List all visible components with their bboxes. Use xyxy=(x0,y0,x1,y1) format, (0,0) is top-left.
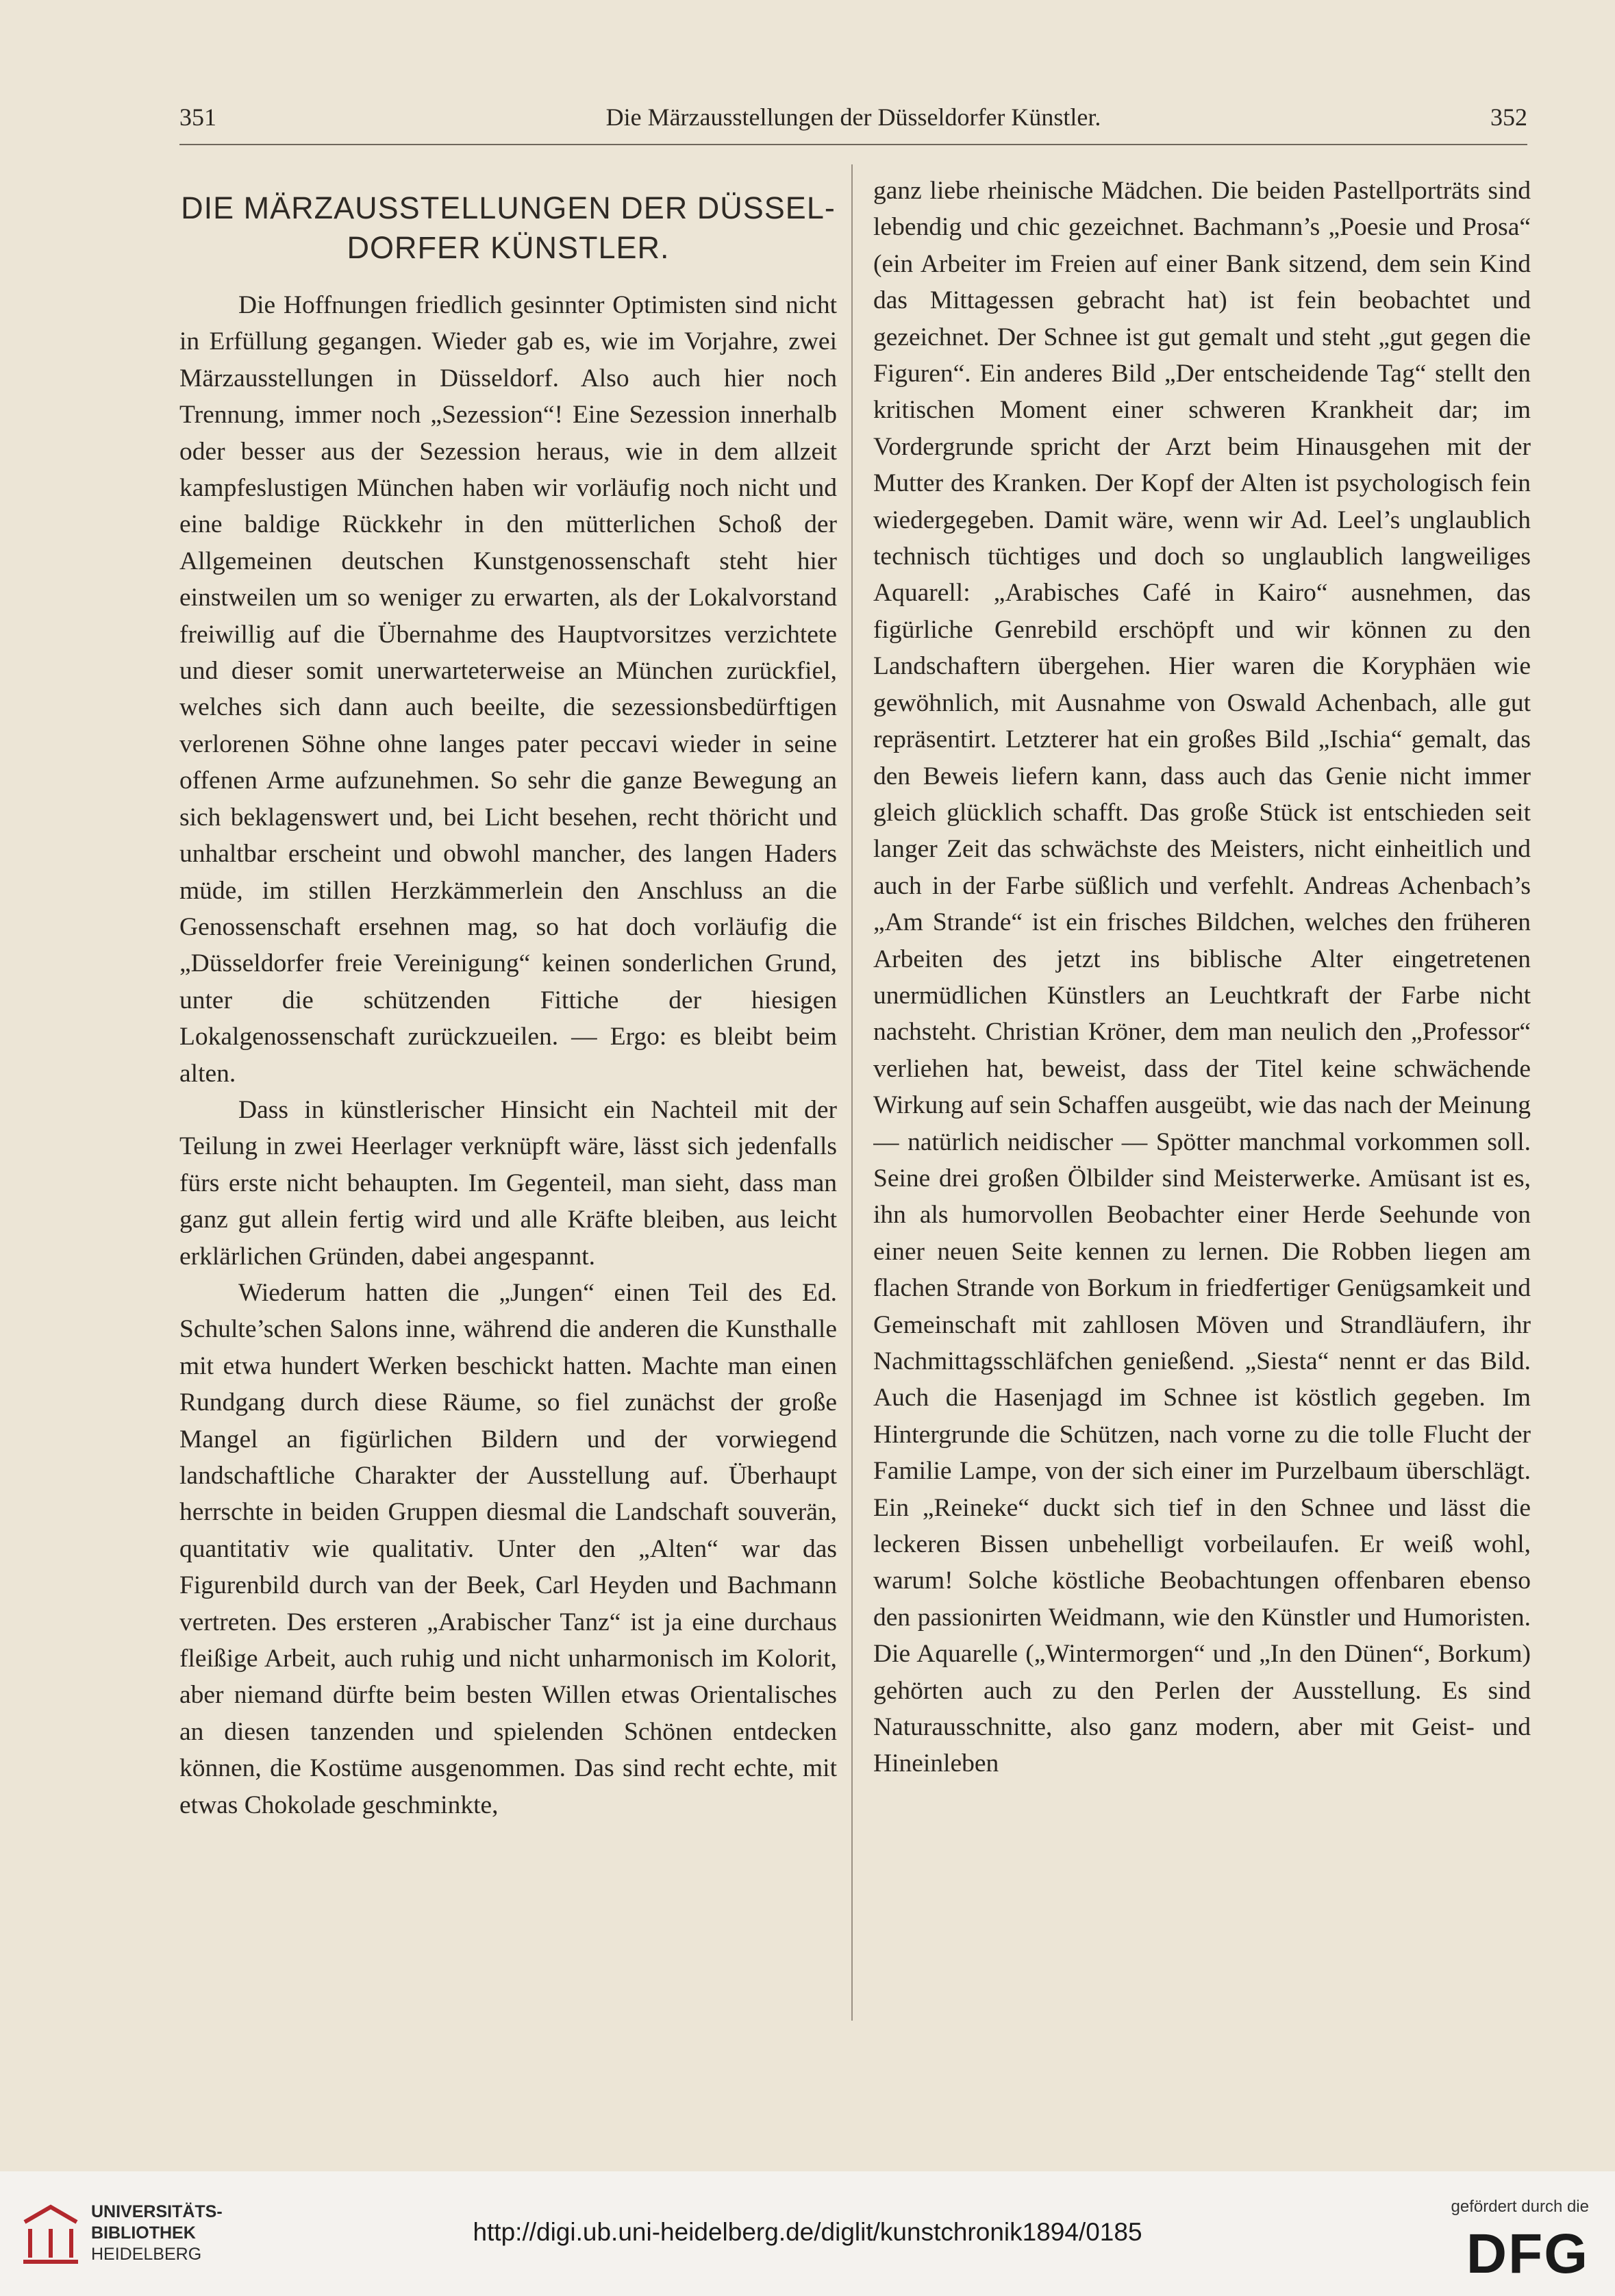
library-name-line: HEIDELBERG xyxy=(91,2245,202,2264)
paragraph: Die Hoffnungen friedlich gesinnter Optimisten sind nicht in Erfüllung gegangen. Wieder gab es, wie im Vorjahre, zwei Märzausstellungen in Düsseldorf. Also auch hier noch Trennung, immer noch „Sezession“! Eine Sezession innerhalb oder besser aus der Sezession heraus, wie in dem allzeit kampfeslustigen München haben wir vorläufig noch nicht und eine baldige Rückkehr in den mütterlichen Schoß der Allgemeinen deutschen Kunstgenossenschaft steht hier einstweilen um so weniger zu erwarten, als der Lokalvorstand freiwillig auf die Übernahme des Hauptvorsitzes verzichtete und dieser somit unerwarteterweise an München zurückfiel, welches sich dann auch beeilte, die sezessionsbedürftigen verlorenen Söhne ohne langes pater peccavi wieder in seine offenen Arme aufzunehmen. So sehr die ganze Bewegung an sich beklagenswert und, bei Licht besehen, recht thöricht und unhaltbar erscheint und obwohl mancher, des langen Haders müde, im stillen Herzkämmerlein den Anschluss an die Genossenschaft ersehnen mag, so hat doch vorläufig die „Düsseldorfer freie Vereinigung“ keinen sonderlichen Grund, unter die schützenden Fittiche der hiesigen Lokalgenossenschaft zurückzueilen. — Ergo: es bleibt beim alten. xyxy=(179,291,837,1088)
paragraph: ganz liebe rheinische Mädchen. Die beiden Pastellporträts sind lebendig und chic gezeichnet. Bachmann’s „Poesie und Prosa“ (ein Arbeiter im Freien auf einer Bank sitzend, dem sein Kind das Mittagessen gebracht hat) ist fein beobachtet und gezeichnet. Der Schnee ist gut gemalt und steht „gut gegen die Figuren“. Ein anderes Bild „Der entscheidende Tag“ stellt den kritischen Moment einer schweren Krankheit dar; im Vordergrunde spricht der Arzt beim Hinausgehen mit der Mutter des Kranken. Der Kopf der Alten ist psychologisch fein wiedergegeben. Damit wäre, wenn wir Ad. Leel’s unglaublich technisch tüchtiges und doch so unglaublich langweiliges Aquarell: „Arabisches Café in Kairo“ ausnehmen, das figürliche Genrebild erschöpft und wir können zu den Landschaftern übergehen. Hier waren die Koryphäen wie gewöhnlich, mit Ausnahme von Oswald Achenbach, alle gut repräsentirt. Letzterer hat ein großes Bild „Ischia“ gemalt, das den Beweis liefern kann, dass auch das Genie nicht immer gleich glücklich schafft. Das große Stück ist entschieden seit langer Zeit das schwächste des Meisters, nicht einheitlich und auch in der Farbe süßlich und verfehlt. Andreas Achenbach’s „Am Strande“ ist ein frisches Bildchen, welches den früheren Arbeiten des jetzt ins biblische Alter eingetretenen unermüdlichen Künstlers an Leuchtkraft der Farbe nicht nachsteht. Christian Kröner, dem man neulich den „Professor“ verliehen hat, beweist, dass der Titel keine schwächende Wirkung auf sein Schaffen ausgeübt, wie das nach der Meinung — natürlich neidischer — Spötter manchmal vorkommen soll. Seine drei großen Ölbilder sind Meisterwerke. Amüsant ist es, ihn als humorvollen Beobachter einer Herde Seehunde von einer neuen Seite kennen zu lernen. Die Robben liegen am flachen Strande von Borkum in friedfertiger Genügsamkeit und Gemeinschaft mit zahllosen Möven und Strandläufern, ihr Nachmittagsschläfchen genießend. „Siesta“ nennt er das Bild. Auch die Hasenjagd im Schnee ist köstlich gegeben. Im Hintergrunde die Schützen, nach vorne zu die tolle Flucht der Familie Lampe, von der sich einer im Purzelbaum überschlägt. Ein „Reineke“ duckt sich tief in den Schnee und lässt die leckeren Bissen unbehelligt vorbeilaufen. Er weiß wohl, warum! Solche köstliche Beobachtungen offenbaren ebenso den passionirten Weidmann, wie den Künstler und Humoristen. Die Aquarelle („Wintermorgen“ und „In den Dünen“, Borkum) gehörten auch zu den Perlen der Ausstellung. Es sind Naturausschnitte, also ganz modern, aber mit Geist- und Hineinleben xyxy=(873,177,1531,1778)
right-column xyxy=(873,173,1531,2049)
permalink-url[interactable]: http://digi.ub.uni-heidelberg.de/diglit/kunstchronik1894/0185 xyxy=(473,2218,1142,2246)
dfg-logo: DFG xyxy=(1466,2223,1589,2285)
library-name-line: BIBLIOTHEK xyxy=(91,2223,196,2243)
column-divider xyxy=(851,164,853,2021)
page-number-left: 351 xyxy=(179,103,216,131)
digitization-footer xyxy=(0,2171,1615,2296)
running-title: Die Märzausstellungen der Düsseldorfer Künstler. xyxy=(605,103,1101,131)
header-rule xyxy=(179,144,1527,145)
page-number-right: 352 xyxy=(1490,103,1527,131)
paragraph: Wiederum hatten die „Jungen“ einen Teil des Ed. Schulte’schen Salons inne, während die anderen die Kunsthalle mit etwa hundert Werken beschickt hatten. Machte man einen Rundgang durch diese Räume, so fiel zunächst der große Mangel an figürlichen Bildern und der vorwiegend landschaftliche Charakter der Ausstellung auf. Überhaupt herrschte in beiden Gruppen diesmal die Landschaft souverän, quantitativ wie qualitativ. Unter den „Alten“ war das Figurenbild durch van der Beek, Carl Heyden und Bachmann vertreten. Des ersteren „Arabischer Tanz“ ist ja eine durchaus fleißige Arbeit, auch ruhig und nicht unharmonisch im Kolorit, aber niemand dürfte beim besten Willen etwas Orientalisches an diesen tanzenden und spielenden Schönen entdecken können, die Kostüme ausgenommen. Das sind recht echte, mit etwas Chokolade geschminkte, xyxy=(179,1278,837,1819)
left-column xyxy=(179,175,837,2051)
running-header xyxy=(179,103,1527,144)
funding-label: gefördert durch die xyxy=(1451,2197,1589,2216)
library-name-line: UNIVERSITÄTS- xyxy=(91,2202,223,2221)
article-title: DIE MÄRZAUSSTELLUNGEN DER DÜSSEL-DORFER KÜNSTLER. xyxy=(181,190,836,265)
paragraph: Dass in künstlerischer Hinsicht ein Nachteil mit der Teilung in zwei Heerlager verknüpft wäre, lässt sich jedenfalls fürs erste nicht behaupten. Im Gegenteil, man sieht, dass man ganz gut allein fertig wird und alle Kräfte bleiben, aus leicht erklärlichen Gründen, dabei angespannt. xyxy=(179,1095,837,1271)
